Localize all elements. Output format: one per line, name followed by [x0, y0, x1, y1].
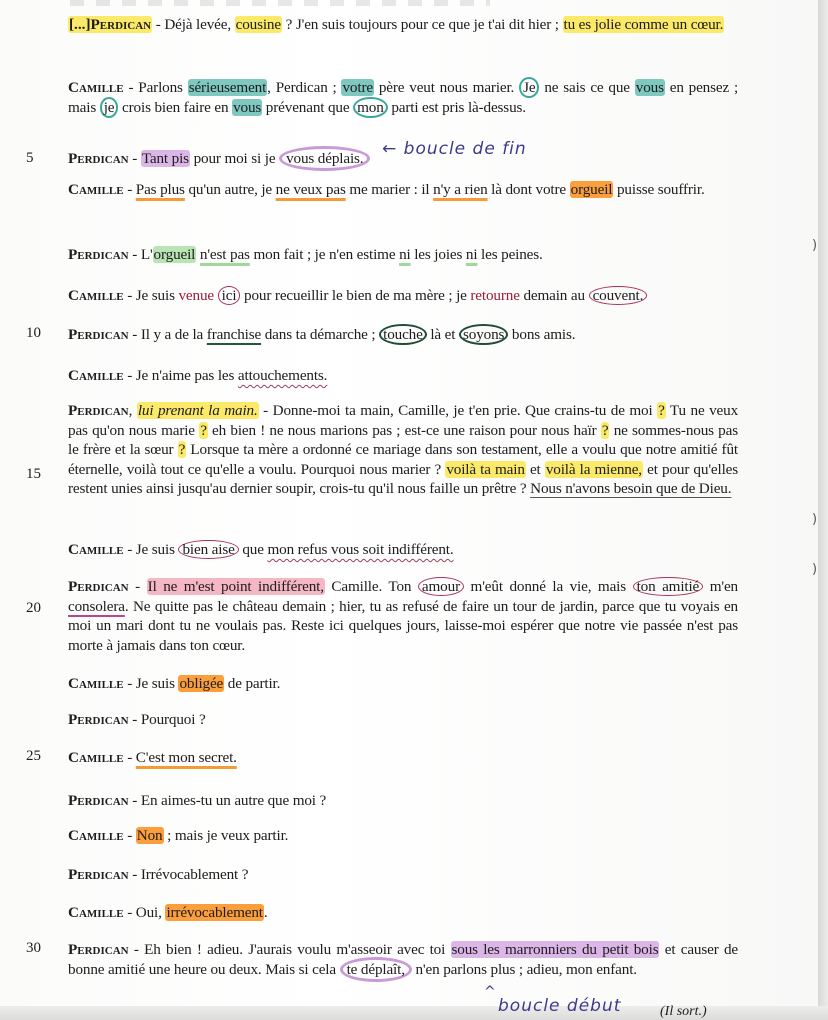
dialogue-reply: Camille - Je suis obligée de partir. [68, 675, 281, 692]
highlight: irrévocablement [166, 904, 263, 921]
highlight: obligée [179, 675, 224, 692]
line-number: 5 [26, 150, 34, 166]
highlight: voilà ta main [446, 460, 525, 478]
circled-word: amour [418, 577, 464, 596]
underline: ne veux pas [275, 181, 346, 198]
dialogue-reply: Perdican - Il ne m'est point indifférent, Camille. Ton amour m'eût donné la vie, mais ton amitié m'en consolera. Ne quitte pas le château demain ; hier, tu as refusé de faire un tour de jardin, parce que tu voyais en moi un mari dont tu ne voulais pas. Reste ici quelques jours, laisse-moi espérer que notre vie passée n'est pas morte à jamais dans ton cœur. [68, 578, 738, 654]
red-ink-word: retourne [470, 287, 520, 304]
speaker-name: Camille [68, 367, 124, 384]
speaker-name: Perdican [68, 150, 129, 167]
speaker-name: Perdican [68, 941, 129, 958]
dialogue-reply: Perdican - Eh bien ! adieu. J'aurais voulu m'asseoir avec toi sous les marronniers du petit bois et causer de bonne amitié une heure ou deux. Mais si cela te déplaît, n'en parlons plus ; adieu, mon enfant. [68, 940, 738, 979]
dialogue-reply: Camille - Je suis bien aise que mon refus vous soit indifférent. [68, 541, 454, 558]
highlight: Tant pis [141, 150, 189, 167]
speaker-name: Perdican [68, 326, 129, 343]
speaker-name: Camille [68, 181, 124, 198]
highlight: orgueil [570, 181, 613, 198]
speaker-name: Camille [68, 287, 124, 304]
underline: ni [465, 246, 478, 263]
underline: ni [399, 246, 411, 263]
stage-direction: lui prenant la main. [137, 402, 258, 419]
margin-mark: ) [812, 562, 818, 577]
speaker-name: Camille [68, 541, 124, 558]
speaker-name: Camille [68, 827, 124, 844]
dialogue-reply: Perdican - Irrévocablement ? [68, 866, 249, 883]
underline: consolera [68, 597, 125, 615]
underline: Pas plus [135, 181, 185, 198]
speaker-name: Camille [68, 904, 124, 921]
line-number: 20 [26, 600, 41, 616]
dialogue-reply: Camille - Non ; mais je veux partir. [68, 827, 289, 844]
dialogue-reply: Camille - C'est mon secret. [68, 749, 237, 766]
circled-word: ici [218, 286, 241, 305]
speaker-name: Perdican [68, 402, 129, 419]
highlight: ? [601, 421, 609, 439]
margin-mark: ) [812, 238, 818, 253]
highlight: ? [200, 421, 207, 439]
circled-phrase: bien aise [178, 540, 238, 559]
dialogue-reply: Perdican - Il y a de la franchise dans ta démarche ; touche là et soyons bons amis. [68, 326, 576, 343]
dialogue-reply: Perdican - Pourquoi ? [68, 711, 206, 728]
speaker-name: Camille [68, 749, 124, 766]
highlight: sérieusement [188, 79, 267, 96]
line-number: 25 [26, 748, 41, 764]
speaker-name: Perdican [68, 711, 129, 728]
handwritten-arrow: ^ [484, 984, 497, 1000]
dialogue-reply: Camille - Je n'aime pas les attouchements. [68, 367, 328, 384]
handwritten-note-start-loop: boucle début [498, 996, 622, 1016]
highlight: ? [658, 402, 665, 419]
underline: n'y a rien [433, 181, 488, 198]
wavy-underline: mon refus vous soit indifférent. [267, 541, 454, 558]
line-number: 10 [26, 325, 41, 341]
speaker-name: Perdican [68, 866, 129, 883]
highlight: ? [178, 441, 186, 458]
speaker-name: Perdican [68, 792, 129, 809]
red-ink-word: venue [178, 287, 214, 304]
highlight: votre [342, 79, 373, 96]
highlight: orgueil [153, 246, 196, 263]
highlight: Non [136, 827, 163, 844]
circled-word: couvent. [589, 286, 648, 305]
speaker-name: Perdican [68, 578, 129, 595]
margin-mark: ) [812, 512, 818, 527]
speaker-name: [...]Perdican [69, 16, 152, 33]
page-edge [818, 0, 828, 1020]
highlight: sous les marronniers du petit bois [451, 941, 659, 958]
circled-word: mon [353, 97, 388, 118]
dialogue-reply: Camille - Je suis venue ici pour recueillir le bien de ma mère ; je retourne demain au couvent. [68, 286, 738, 306]
circled-phrase: ton amitié [633, 577, 704, 596]
circled-word: soyons [459, 324, 508, 345]
dialogue-reply: Perdican - En aimes-tu un autre que moi ? [68, 792, 327, 809]
dialogue-reply: Camille - Oui, irrévocablement. [68, 904, 268, 921]
speaker-name: Perdican [68, 246, 129, 263]
underline: franchise [206, 326, 262, 343]
dialogue-reply: Perdican, lui prenant la main. - Donne-moi ta main, Camille, je t'en prie. Que crains-tu de moi ? Tu ne veux pas qu'on nous marie ? eh bien ! ne nous marions pas ; est-ce une raison pour nous haïr ? ne sommes-nous pas le frère et la sœur ? Lorsque ta mère a ordonné ce mariage dans son testament, elle a voulu que notre amitié fût éternelle, voilà tout ce qu'elle a voulu. Pourquoi nous marier ? voilà ta main et voilà la mienne, et pour qu'elles restent unies ainsi jusqu'au dernier soupir, crois-tu qu'il nous faille un prêtre ? Nous n'avons besoin que de Dieu. [68, 402, 739, 497]
highlight: voilà la mienne, [545, 460, 642, 478]
highlight: vous [635, 79, 664, 96]
circled-word: Je [519, 77, 539, 98]
underline: n'est pas [199, 246, 250, 263]
handwritten-note-end-loop: ← boucle de fin [382, 139, 527, 159]
dialogue-reply: Perdican - L'orgueil n'est pas mon fait ; je n'en estime ni les joies ni les peines. [68, 246, 543, 263]
highlight: tu es jolie comme un cœur. [563, 16, 724, 33]
circled-word: je [100, 97, 119, 118]
dialogue-reply: Camille - Pas plus qu'un autre, je ne veux pas me marier : il n'y a rien là dont votre orgueil puisse souffrir. [68, 181, 705, 198]
underline: Nous n'avons besoin que de Dieu. [530, 480, 732, 497]
speaker-name: Camille [68, 79, 124, 96]
highlight: Il ne m'est point indifférent, [147, 578, 324, 595]
speaker-name: Camille [68, 675, 124, 692]
highlight: cousine [235, 16, 281, 33]
line-number: 30 [26, 940, 41, 956]
circled-word: touche [379, 324, 427, 345]
circled-phrase: te déplaît, [340, 957, 412, 982]
underline: C'est mon secret. [135, 749, 237, 766]
dialogue-reply: Camille - Parlons sérieusement, Perdican ; votre père veut nous marier. Je ne sais ce que vous en pensez ; mais je crois bien faire en vous prévenant que mon parti est pris là-dessus. [68, 79, 739, 116]
dialogue-reply: [...]Perdican - Déjà levée, cousine ? J'en suis toujours pour ce que je t'ai dit hier ; tu es jolie comme un cœur. [69, 16, 724, 33]
highlight: vous [233, 98, 262, 116]
dialogue-reply: Perdican - Tant pis pour moi si je vous déplais. [68, 149, 370, 169]
wavy-underline: attouchements. [237, 367, 328, 384]
line-number: 15 [26, 466, 41, 482]
stage-direction-exit: (Il sort.) [660, 1004, 707, 1019]
circled-phrase: vous déplais. [279, 146, 370, 171]
previous-page-bleed [70, 0, 490, 6]
